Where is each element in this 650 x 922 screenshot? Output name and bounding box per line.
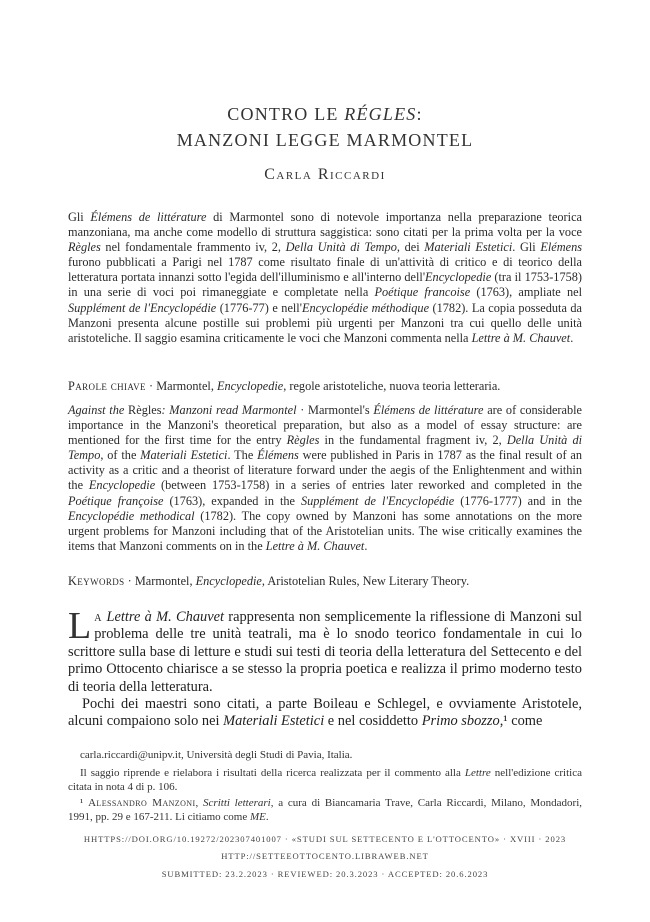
text-run: Primo sbozzo [421,713,500,730]
text-run: Il saggio riprende e rielabora i risultati della ricerca realizzata per il commento alla [80,767,465,779]
text-run: , dei [396,240,425,255]
text-run: furono pubblicati a Parigi nel 1787 come risultato finale di un'attività di critico e di teorico della letteratura portata innanzi sotto l'egida dell'illuminismo e all'interno dell' [68,255,582,285]
text-run: Règles [128,403,162,417]
title-line1-post: : [416,104,423,124]
text-run: Alessandro Manzoni [88,797,196,809]
text-run: Supplément de l'Encyclopédie [68,300,217,315]
text-run: in the fundamental fragment iv, 2, [319,433,507,448]
text-run: nel fondamentale frammento iv, 2, [100,240,286,255]
body-paragraph-1-text [68,605,582,695]
text-run: . Gli [512,240,541,255]
text-run: Lettre à M. Chauvet [106,609,224,625]
text-run: · Marmontel, [145,379,217,393]
text-run: · Marmontel, [124,574,196,588]
keywords-italian [68,379,582,394]
text-run: nell'edizione critica citata in nota 4 di p. 106. [68,767,582,793]
text-run: Della Unità di Tempo [68,433,583,463]
text-run: (1776-1777) and in the [454,493,582,508]
footer-doi: HHTTPS://DOI.ORG/10.19272/202307401007 · «STUDI SUL SETTECENTO E L'OTTOCENTO» · XVIII · 2023 [83,834,567,844]
text-run: Materiali Estetici [223,713,325,730]
text-run: . The [227,448,258,463]
text-run: Lettre [464,767,491,779]
text-run: Scritti letterari [203,797,271,809]
text-run: , regole aristoteliche, nuova teoria letteraria. [283,379,501,393]
text-run: Encyclopedie [88,478,156,493]
text-run: (1763), ampliate nel [470,285,582,300]
drop-cap: L [68,605,92,647]
text-run: Keywords [68,574,125,588]
text-run: Encyclopédie methodical [68,508,195,523]
footnote-note [68,766,582,794]
text-run: ME [249,811,266,823]
abstract-italian [68,210,582,346]
text-run: Materiali Estetici [140,448,228,463]
body-paragraph-1 [68,605,582,696]
text-run: Materiali Estetici [424,240,513,255]
text-run: , of the [100,448,141,463]
author-name: Carla Riccardi [264,166,386,183]
body-paragraph-2 [68,696,582,731]
text-run: Pochi dei maestri sono citati, a parte Boileau e Schlegel, e ovviamente Aristotele, alcuni compaiono solo nei [68,696,582,730]
text-run: · Marmontel's [296,403,374,417]
text-run: , Aristotelian Rules, New Literary Theory. [261,574,470,588]
text-run: are of considerable importance in the Manzoni's theoretical preparation, but also as a model of essay structure: are mentioned for the first time for the entry [68,403,583,448]
text-run: (between 1753-1758) in a series of entries later reworked and completed in the [155,478,582,493]
footer-dates: SUBMITTED: 23.2.2023 · REVIEWED: 20.3.2023 · ACCEPTED: 20.6.2023 [161,869,489,879]
text-run: ¹ [80,797,89,809]
text-run: Règles [286,433,320,448]
text-run: Encyclopédie méthodique [301,300,430,315]
footer-website: HTTP://SETTEEOTTOCENTO.LIBRAWEB.NET [221,851,429,861]
text-run: e nel cosiddetto [324,713,422,730]
title-line1-italic: RÉGLES [344,104,417,124]
text-run: rappresenta non semplicemente la riflessione di Manzoni sul problema delle tre unità teatrali, ma è lo snodo teorico fondamentale in cui lo scrittore sulla base di letture e studi sui testi di teoria della letteratura del Settecento e del primo Ottocento chiarisce a se stesso la propria poetica e realizza il primo moderno testo di teoria della letteratura. [68,609,582,695]
text-run: Élémens [257,448,299,463]
text-run: Gli [68,210,91,224]
text-run: di Marmontel sono di notevole importanza nella preparazione teorica manzoniana, ma anche come modello di struttura saggistica: sono citati per la prima volta per la voce [68,210,582,240]
text-run: (1782). The copy owned by Manzoni has some annotations on the more urgent problems for Manzoni including that of the Aristotelian units. The wise critically examines the items that Manzoni comments on in the [68,508,583,553]
text-run: Against the [68,403,129,417]
footnote-1 [68,796,582,824]
text-run: , a cura di Biancamaria Trave, Carla Riccardi, Milano, Mondadori, 1991, pp. 29 e 167-211. Li citiamo come [68,797,583,823]
text-run: Règles [68,240,101,255]
article-title-line1 [0,104,650,125]
abstract-english [68,403,582,554]
text-run: (1782). La copia posseduta da Manzoni presenta alcune postille sui problemi più urgenti per Manzoni tra cui quello delle unità aristoteliche. Il saggio esamina criticamente le voci che Manzoni commenta nella [68,300,583,345]
text-run: (1763), expanded in the [163,493,301,508]
text-run: . [265,811,269,823]
text-run: . [364,538,368,553]
text-run: Poétique françoise [68,493,164,508]
text-run: carla.riccardi@unipv.it, Università degli Studi di Pavia, Italia. [80,749,353,761]
text-run: Élémens de littérature [90,210,207,224]
text-run: Lettre à M. Chauvet [265,538,365,553]
footnote-email [68,748,582,762]
title-line1-pre: CONTRO LE [227,104,345,124]
keywords-english [68,574,582,589]
article-title-line2: MANZONI LEGGE MARMONTEL [176,130,474,150]
text-run: Della Unità di Tempo [285,240,397,255]
text-run: Encyclopedie [195,574,262,588]
text-run: Lettre à M. Chauvet [471,330,571,345]
text-run: Supplément de l'Encyclopédie [300,493,455,508]
text-run: Parole chiave [68,379,146,393]
text-run: Elémens [540,240,583,255]
text-run: a [94,609,107,625]
text-run: Élémens de littérature [373,403,484,417]
text-run: Encyclopedie [217,379,284,393]
text-run: Poétique francoise [374,285,471,300]
text-run: (tra il 1753-1758) in una serie di voci poi rimaneggiate e completate nella [68,270,582,300]
text-run: : Manzoni read Marmontel [161,403,297,417]
text-run: (1776-77) e nell' [216,300,302,315]
text-run: . [570,330,574,345]
text-run: , [195,797,204,809]
text-run: were published in Paris in 1787 as the final result of an activity as a critic and a theorist of literature forward under the aegis of the Enlightenment and within the [68,448,582,493]
text-run: Encyclopedie [425,270,492,285]
text-run: ,¹ come [499,713,543,730]
